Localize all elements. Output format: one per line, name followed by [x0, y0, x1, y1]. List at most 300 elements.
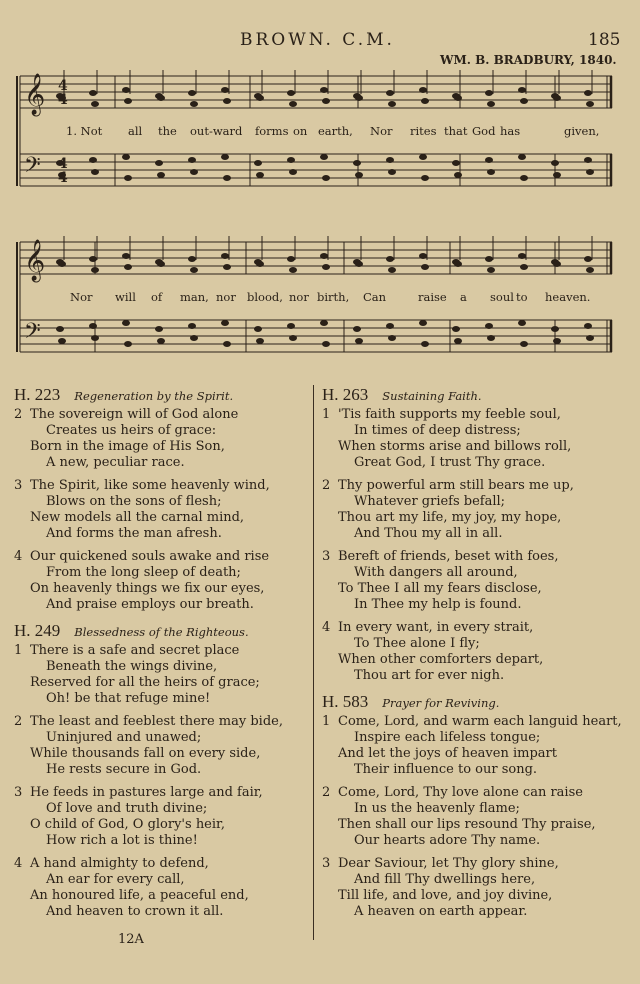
verse-line	[14, 730, 314, 746]
lyric-word: rites	[410, 124, 437, 138]
verse-line	[322, 714, 632, 730]
note-head	[322, 264, 330, 270]
verse-line	[14, 643, 314, 659]
note-head	[584, 90, 592, 96]
note-head	[223, 98, 231, 104]
stanza-number: 1	[14, 643, 23, 658]
verse-text: Dear Saviour, let Thy glory shine,	[338, 856, 559, 871]
verse-text: Uninjured and unawed;	[46, 730, 202, 745]
verse-text: To Thee alone I fly;	[354, 636, 480, 651]
note-head	[487, 335, 495, 341]
note-head	[485, 157, 493, 163]
note-head	[221, 253, 229, 259]
note-head	[551, 326, 559, 332]
verse-text: And forms the man afresh.	[46, 526, 222, 541]
hymn-block	[322, 385, 632, 684]
verse-line	[14, 904, 314, 920]
note-head	[89, 256, 97, 262]
stanza	[322, 856, 632, 920]
note-head	[190, 169, 198, 175]
note-head	[124, 98, 132, 104]
note-head	[56, 326, 64, 332]
verse-line	[14, 872, 314, 888]
verse-line	[14, 888, 314, 904]
note-head	[89, 323, 97, 329]
hymn-heading	[322, 692, 632, 712]
note-head	[223, 175, 231, 181]
verse-text: In us the heavenly flame;	[354, 801, 520, 816]
verse-line	[322, 856, 632, 872]
verse-text: The Spirit, like some heavenly wind,	[30, 478, 270, 493]
stanza-number: 2	[322, 785, 331, 800]
note-head	[388, 101, 396, 107]
note-head	[487, 169, 495, 175]
note-head	[485, 256, 493, 262]
verse-text: A hand almighty to defend,	[30, 856, 209, 871]
note-head	[485, 90, 493, 96]
note-head	[256, 95, 264, 101]
verse-line	[14, 785, 314, 801]
note-head	[487, 101, 495, 107]
note-head	[452, 160, 460, 166]
lyric-word: all	[128, 124, 143, 138]
bass-clef-icon: 𝄢	[24, 319, 41, 349]
note-head	[452, 326, 460, 332]
note-head	[322, 341, 330, 347]
verse-line	[322, 478, 632, 494]
note-head	[419, 154, 427, 160]
note-head	[454, 338, 462, 344]
note-head	[518, 253, 526, 259]
lyric-word: Can	[363, 290, 387, 304]
page-number: 185	[588, 30, 621, 50]
note-head	[122, 253, 130, 259]
lyric-word: on	[293, 124, 308, 138]
note-head	[221, 154, 229, 160]
lyric-word: a	[460, 290, 467, 304]
note-head	[122, 320, 130, 326]
note-head	[553, 261, 561, 267]
verse-text: O child of God, O glory's heir,	[30, 817, 225, 832]
lyric-word: of	[151, 290, 163, 304]
verse-line	[322, 494, 632, 510]
verse-line	[322, 872, 632, 888]
note-head	[454, 172, 462, 178]
lyric-word: soul	[490, 290, 514, 304]
verse-text: A new, peculiar race.	[46, 455, 185, 470]
note-head	[355, 172, 363, 178]
stanza-number: 4	[14, 549, 23, 564]
note-head	[124, 264, 132, 270]
note-head	[89, 157, 97, 163]
note-head	[221, 87, 229, 93]
verse-text: With dangers all around,	[354, 565, 518, 580]
note-head	[355, 261, 363, 267]
stanza-number: 2	[322, 478, 331, 493]
stanza	[322, 407, 632, 471]
verse-line	[322, 833, 632, 849]
verse-line	[322, 565, 632, 581]
verse-text: When storms arise and billows roll,	[338, 439, 572, 454]
tune-title: BROWN. C.M.	[240, 30, 395, 50]
hymn-column-left	[14, 385, 314, 928]
note-head	[551, 160, 559, 166]
lyric-word: earth,	[318, 124, 353, 138]
hymn-block	[14, 385, 314, 613]
note-head	[155, 160, 163, 166]
verse-text: Bereft of friends, beset with foes,	[338, 549, 559, 564]
verse-line	[14, 439, 314, 455]
note-head	[386, 90, 394, 96]
note-head	[157, 338, 165, 344]
note-head	[221, 320, 229, 326]
hymn-column-right	[322, 385, 632, 928]
verse-line	[322, 597, 632, 613]
verse-text: In times of deep distress;	[354, 423, 521, 438]
verse-text: In Thee my help is found.	[354, 597, 522, 612]
note-head	[355, 95, 363, 101]
stanza-number: 3	[322, 856, 331, 871]
verse-text: He rests secure in God.	[46, 762, 202, 777]
verse-text: Come, Lord, Thy love alone can raise	[338, 785, 583, 800]
verse-line	[14, 423, 314, 439]
verse-line	[322, 746, 632, 762]
lyric-word: heaven.	[545, 290, 591, 304]
verse-text: An ear for every call,	[46, 872, 185, 887]
verse-line	[322, 904, 632, 920]
verse-text: Born in the image of His Son,	[30, 439, 225, 454]
note-head	[388, 267, 396, 273]
note-head	[320, 154, 328, 160]
verse-line	[14, 675, 314, 691]
lyric-word: 1. Not	[66, 124, 103, 138]
verse-text: 'Tis faith supports my feeble soul,	[338, 407, 561, 422]
verse-text: Great God, I trust Thy grace.	[354, 455, 546, 470]
note-head	[256, 172, 264, 178]
verse-text: The sovereign will of God alone	[30, 407, 239, 422]
verse-line	[14, 691, 314, 707]
stanza	[14, 643, 314, 707]
hymn-heading	[14, 621, 314, 641]
note-head	[190, 335, 198, 341]
verse-text: The least and feeblest there may bide,	[30, 714, 283, 729]
verse-line	[322, 439, 632, 455]
note-head	[419, 320, 427, 326]
stanza	[14, 549, 314, 613]
hymn-topic: Prayer for Reviving.	[382, 696, 500, 710]
verse-line	[322, 668, 632, 684]
stanza	[14, 478, 314, 542]
signature-mark: 12A	[118, 932, 144, 947]
verse-text: Inspire each lifeless tongue;	[354, 730, 541, 745]
verse-text: Whatever griefs befall;	[354, 494, 506, 509]
note-head	[322, 98, 330, 104]
verse-text: How rich a lot is thine!	[46, 833, 198, 848]
verse-text: Of love and truth divine;	[46, 801, 208, 816]
lyric-word: the	[158, 124, 177, 138]
note-head	[586, 101, 594, 107]
verse-text: And praise employs our breath.	[46, 597, 254, 612]
verse-line	[14, 817, 314, 833]
lyric-word: blood,	[247, 290, 283, 304]
stanza	[14, 714, 314, 778]
note-head	[91, 335, 99, 341]
verse-text: Our quickened souls awake and rise	[30, 549, 270, 564]
note-head	[124, 341, 132, 347]
verse-line	[14, 659, 314, 675]
note-head	[322, 175, 330, 181]
verse-line	[322, 407, 632, 423]
stanza-number: 4	[322, 620, 331, 635]
verse-line	[322, 455, 632, 471]
verse-line	[14, 714, 314, 730]
note-head	[157, 172, 165, 178]
verse-line	[14, 762, 314, 778]
stanza	[322, 714, 632, 778]
note-head	[254, 160, 262, 166]
lyric-word: to	[516, 290, 528, 304]
verse-line	[322, 785, 632, 801]
verse-line	[322, 817, 632, 833]
music-score	[0, 0, 640, 370]
verse-text: Their influence to our song.	[354, 762, 538, 777]
note-head	[289, 169, 297, 175]
note-head	[188, 256, 196, 262]
note-head	[157, 261, 165, 267]
note-head	[122, 154, 130, 160]
stanza-number: 2	[14, 714, 23, 729]
note-head	[386, 157, 394, 163]
lyric-word: has	[500, 124, 521, 138]
lyric-word: God	[472, 124, 496, 138]
verse-text: A heaven on earth appear.	[354, 904, 528, 919]
verse-line	[322, 620, 632, 636]
note-head	[388, 335, 396, 341]
note-head	[586, 169, 594, 175]
note-head	[58, 338, 66, 344]
treble-clef-icon: 𝄞	[24, 240, 46, 281]
note-head	[421, 264, 429, 270]
verse-line	[14, 833, 314, 849]
lyric-word: forms	[255, 124, 289, 138]
note-head	[289, 267, 297, 273]
note-head	[256, 261, 264, 267]
note-head	[454, 95, 462, 101]
verse-line	[14, 581, 314, 597]
verse-text: There is a safe and secret place	[30, 643, 240, 658]
note-head	[485, 323, 493, 329]
stanza	[322, 549, 632, 613]
note-head	[188, 157, 196, 163]
note-head	[584, 323, 592, 329]
stanza-number: 1	[322, 407, 331, 422]
note-head	[586, 267, 594, 273]
note-head	[520, 175, 528, 181]
time-signature: 4	[58, 156, 68, 172]
note-head	[287, 256, 295, 262]
verse-text: He feeds in pastures large and fair,	[30, 785, 263, 800]
note-head	[518, 87, 526, 93]
verse-line	[322, 730, 632, 746]
verse-text: Blows on the sons of flesh;	[46, 494, 222, 509]
note-head	[584, 157, 592, 163]
stanza-number: 3	[322, 549, 331, 564]
note-head	[58, 261, 66, 267]
lyric-word: nor	[289, 290, 309, 304]
hymn-number: H. 223	[14, 385, 61, 404]
verse-text: And let the joys of heaven impart	[338, 746, 557, 761]
verse-text: Then shall our lips resound Thy praise,	[338, 817, 596, 832]
note-head	[518, 154, 526, 160]
note-head	[553, 172, 561, 178]
verse-line	[14, 455, 314, 471]
note-head	[353, 326, 361, 332]
verse-line	[14, 526, 314, 542]
note-head	[518, 320, 526, 326]
verse-line	[322, 526, 632, 542]
lyric-word: Nor	[370, 124, 393, 138]
note-head	[586, 335, 594, 341]
stanza	[322, 785, 632, 849]
hymn-number: H. 263	[322, 385, 369, 404]
verse-line	[322, 762, 632, 778]
note-head	[520, 264, 528, 270]
note-head	[287, 157, 295, 163]
verse-line	[14, 510, 314, 526]
stanza	[14, 407, 314, 471]
lyric-word: Nor	[70, 290, 93, 304]
hymn-heading	[322, 385, 632, 405]
bass-clef-icon: 𝄢	[24, 153, 41, 183]
stanza	[14, 785, 314, 849]
time-signature: 4	[58, 92, 68, 108]
note-head	[454, 261, 462, 267]
treble-clef-icon: 𝄞	[24, 74, 46, 115]
verse-text: Oh! be that refuge mine!	[46, 691, 211, 706]
note-head	[190, 267, 198, 273]
lyric-word: will	[115, 290, 136, 304]
stanza-number: 3	[14, 785, 23, 800]
stanza	[14, 856, 314, 920]
note-head	[355, 338, 363, 344]
note-head	[388, 169, 396, 175]
verse-line	[14, 597, 314, 613]
verse-text: Thy powerful arm still bears me up,	[338, 478, 574, 493]
note-head	[188, 323, 196, 329]
verse-text: And fill Thy dwellings here,	[354, 872, 536, 887]
verse-line	[14, 478, 314, 494]
note-head	[421, 98, 429, 104]
verse-text: An honoured life, a peaceful end,	[30, 888, 249, 903]
note-head	[353, 160, 361, 166]
verse-line	[14, 407, 314, 423]
hymn-block	[322, 692, 632, 920]
verse-text: To Thee I all my fears disclose,	[338, 581, 542, 596]
note-head	[254, 326, 262, 332]
composer-credit: WM. B. BRADBURY, 1840.	[440, 53, 617, 67]
verse-text: Till life, and love, and joy divine,	[338, 888, 553, 903]
lyric-word: that	[444, 124, 468, 138]
note-head	[386, 256, 394, 262]
verse-text: Reserved for all the heirs of grace;	[30, 675, 260, 690]
verse-text: And Thou my all in all.	[354, 526, 503, 541]
note-head	[320, 253, 328, 259]
note-head	[157, 95, 165, 101]
stanza	[322, 478, 632, 542]
verse-text: Come, Lord, and warm each languid heart,	[338, 714, 622, 729]
note-head	[256, 338, 264, 344]
verse-text: When other comforters depart,	[338, 652, 544, 667]
note-head	[487, 267, 495, 273]
verse-line	[322, 636, 632, 652]
note-head	[223, 264, 231, 270]
hymn-number: H. 583	[322, 692, 369, 711]
hymn-topic: Regeneration by the Spirit.	[74, 389, 234, 403]
verse-text: Thou art my life, my joy, my hope,	[338, 510, 562, 525]
verse-line	[322, 510, 632, 526]
verse-text: From the long sleep of death;	[46, 565, 241, 580]
hymn-heading	[14, 385, 314, 405]
verse-line	[14, 565, 314, 581]
note-head	[124, 175, 132, 181]
note-head	[520, 341, 528, 347]
note-head	[289, 101, 297, 107]
verse-line	[322, 549, 632, 565]
verse-text: On heavenly things we fix our eyes,	[30, 581, 265, 596]
column-divider	[313, 385, 314, 940]
note-head	[89, 90, 97, 96]
verse-text: While thousands fall on every side,	[30, 746, 261, 761]
note-head	[320, 87, 328, 93]
note-head	[155, 326, 163, 332]
note-head	[386, 323, 394, 329]
note-head	[584, 256, 592, 262]
note-head	[289, 335, 297, 341]
note-head	[421, 341, 429, 347]
lyric-word: man,	[180, 290, 209, 304]
note-head	[419, 87, 427, 93]
verse-text: Our hearts adore Thy name.	[354, 833, 541, 848]
verse-line	[14, 549, 314, 565]
stanza-number: 4	[14, 856, 23, 871]
verse-text: Thou art for ever nigh.	[354, 668, 505, 683]
verse-line	[14, 801, 314, 817]
verse-line	[14, 856, 314, 872]
verse-text: New models all the carnal mind,	[30, 510, 245, 525]
verse-line	[322, 423, 632, 439]
verse-line	[322, 581, 632, 597]
lyric-word: nor	[216, 290, 236, 304]
verse-text: Creates us heirs of grace:	[46, 423, 217, 438]
verse-text: In every want, in every strait,	[338, 620, 534, 635]
verse-line	[14, 746, 314, 762]
note-head	[553, 338, 561, 344]
hymn-topic: Sustaining Faith.	[382, 389, 482, 403]
hymn-topic: Blessedness of the Righteous.	[74, 625, 249, 639]
note-head	[419, 253, 427, 259]
stanza-number: 2	[14, 407, 23, 422]
stanza-number: 1	[322, 714, 331, 729]
verse-line	[322, 888, 632, 904]
note-head	[287, 323, 295, 329]
lyric-word: raise	[418, 290, 447, 304]
lyric-word: given,	[564, 124, 600, 138]
stanza	[322, 620, 632, 684]
note-head	[91, 101, 99, 107]
note-head	[421, 175, 429, 181]
note-head	[223, 341, 231, 347]
verse-line	[322, 801, 632, 817]
